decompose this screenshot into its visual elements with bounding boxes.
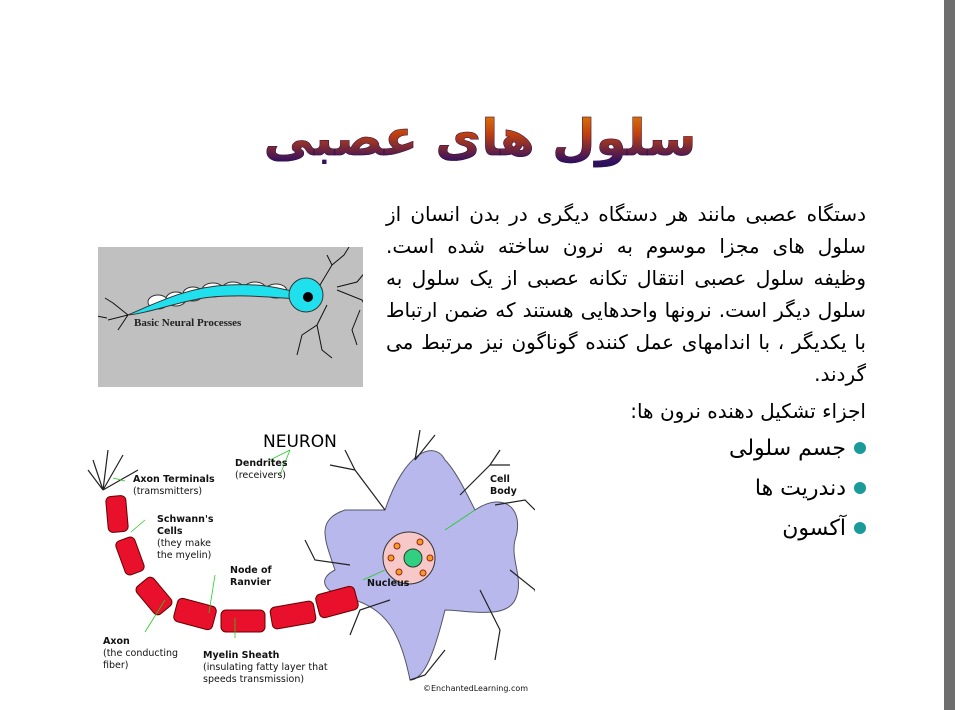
label-text: Node of <box>230 565 272 576</box>
slide-title: سلول های عصبی <box>230 98 730 178</box>
label-subtext: (they make <box>157 538 212 549</box>
neuron-title: NEURON <box>263 432 337 452</box>
label-nucleus <box>367 578 409 590</box>
window-edge-bar <box>944 0 955 710</box>
label-text: Myelin Sheath <box>203 650 280 661</box>
label-axon <box>103 636 178 672</box>
bullet-dot-icon <box>854 442 866 454</box>
bullet-text: آکسون <box>782 515 846 541</box>
label-text: Body <box>490 486 517 497</box>
label-dendrites <box>235 458 287 482</box>
bullet-text: دندریت ها <box>754 475 846 501</box>
bullet-text: جسم سلولی <box>729 435 846 461</box>
copyright-text: ©EnchantedLearning.com <box>423 684 529 693</box>
label-text: Axon <box>103 636 130 647</box>
label-node-of-ranvier <box>230 565 272 589</box>
bullet-dot-icon <box>854 522 866 534</box>
label-text: Axon Terminals <box>133 474 215 485</box>
subheading: اجزاء تشکیل دهنده نرون ها: <box>630 399 866 423</box>
body-paragraph: دستگاه عصبی مانند هر دستگاه دیگری در بدن انسان از سلول های مجزا موسوم به نرون ساخته شده است. وظیفه سلول عصبی انتقال تکانه عصبی از یک سلول به سلول دیگر است. نرونها واحدهایی هستند که ضمن ارتباط با یکدیگر ، با اندامهای عمل کننده گوناگون نیز مرتبط می گردند. <box>386 202 866 386</box>
label-subtext: (the conducting <box>103 648 179 659</box>
label-text: Nucleus <box>367 578 410 589</box>
label-axon-terminals <box>133 474 215 498</box>
label-schwann-cells <box>157 514 214 562</box>
label-text: Ranvier <box>230 577 272 588</box>
label-cell-body <box>490 474 517 498</box>
basic-neural-processes-image <box>98 247 363 387</box>
label-subtext: speeds transmission) <box>203 674 305 685</box>
label-text: Cells <box>157 526 183 537</box>
bullet-dot-icon <box>854 482 866 494</box>
label-subtext: the myelin) <box>157 550 212 561</box>
label-myelin-sheath <box>203 650 328 686</box>
label-subtext: (tramsmitters) <box>133 486 203 497</box>
image-caption: Basic Neural Processes <box>134 317 242 329</box>
label-text: Schwann's <box>157 514 214 525</box>
label-text: Cell <box>490 474 510 485</box>
label-text: Dendrites <box>235 458 288 469</box>
label-subtext: fiber) <box>103 660 129 671</box>
label-subtext: (receivers) <box>235 470 286 481</box>
neuron-diagram-image <box>85 430 535 698</box>
label-subtext: (insulating fatty layer that <box>203 662 328 673</box>
